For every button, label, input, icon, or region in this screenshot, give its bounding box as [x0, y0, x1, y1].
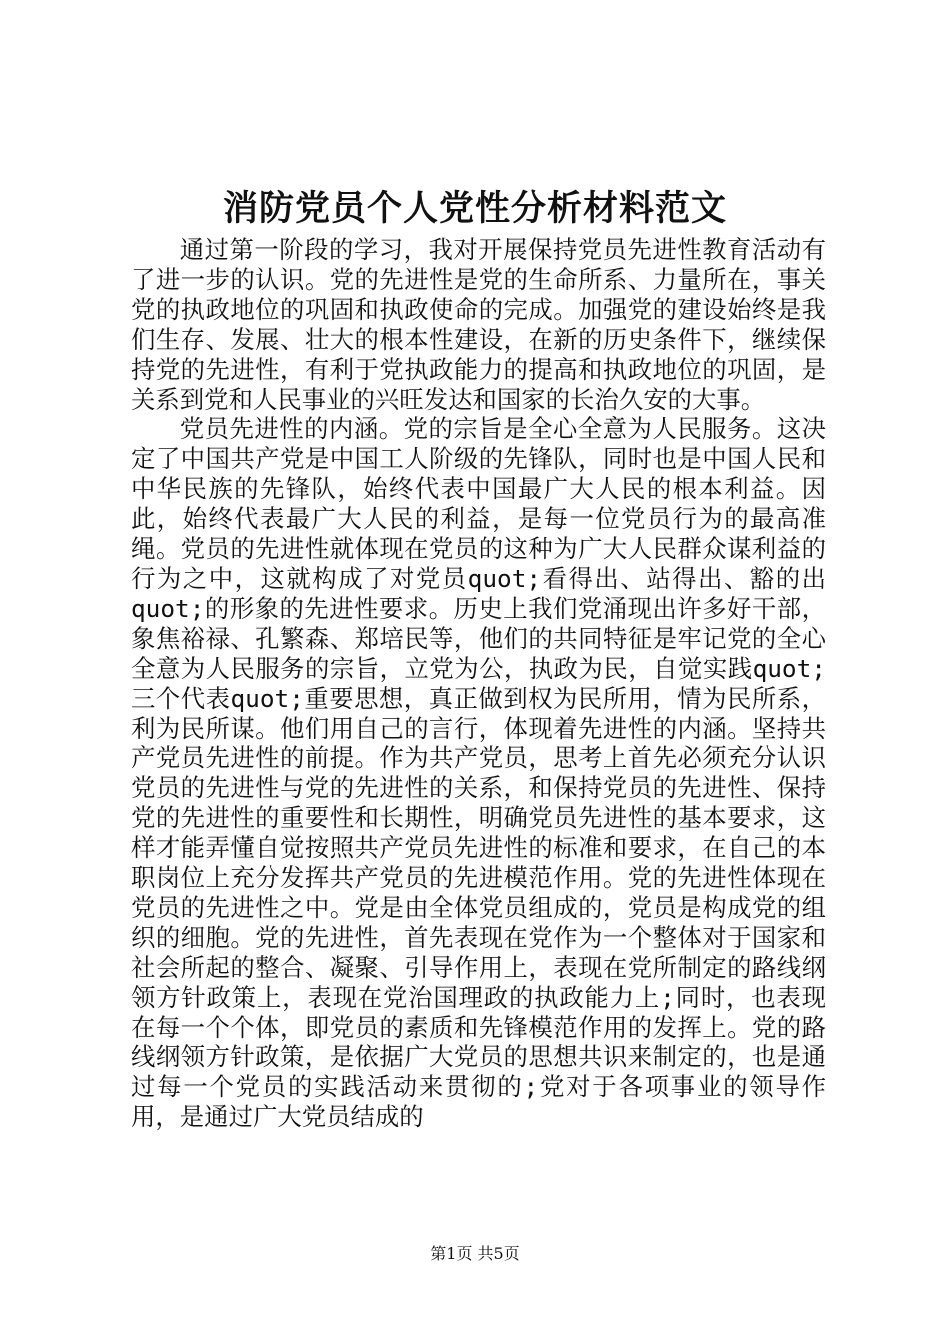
document-title: 消防党员个人党性分析材料范文	[222, 188, 727, 229]
document-body	[131, 235, 826, 1132]
paragraph-intro: 通过第一阶段的学习，我对开展保持党员先进性教育活动有了进一步的认识。党的先进性是党的生命所系、力量所在，事关党的执政地位的巩固和执政使命的完成。加强党的建设始终是我们生存、发展、壮大的根本性建设，在新的历史条件下，继续保持党的先进性，有利于党执政能力的提高和执政地位的巩固，是关系到党和人民事业的兴旺发达和国家的长治久安的大事。	[131, 235, 826, 414]
page-number: 第1页 共5页	[430, 1244, 520, 1263]
paragraph-connotation: 党员先进性的内涵。党的宗旨是全心全意为人民服务。这决定了中国共产党是中国工人阶级的先锋队，同时也是中国人民和中华民族的先锋队，始终代表中国最广大人民的根本利益。因此，始终代表最广大人民的利益，是每一位党员行为的最高准绳。党员的先进性就体现在党员的这种为广大人民群众谋利益的行为之中，这就构成了对党员quot;看得出、站得出、豁的出quot;的形象的先进性要求。历史上我们党涌现出许多好干部，象焦裕禄、孔繁森、郑培民等，他们的共同特征是牢记党的全心全意为人民服务的宗旨，立党为公，执政为民，自觉实践quot;三个代表quot;重要思想，真正做到权为民所用，情为民所系，利为民所谋。他们用自己的言行，体现着先进性的内涵。坚持共产党员先进性的前提。作为共产党员，思考上首先必须充分认识党员的先进性与党的先进性的关系，和保持党员的先进性、保持党的先进性的重要性和长期性，明确党员先进性的基本要求，这样才能弄懂自觉按照共产党员先进性的标准和要求，在自己的本职岗位上充分发挥共产党员的先进模范作用。党的先进性体现在党员的先进性之中。党是由全体党员组成的，党员是构成党的组织的细胞。党的先进性，首先表现在党作为一个整体对于国家和社会所起的整合、凝聚、引导作用上，表现在党所制定的路线纲领方针政策上，表现在党治国理政的执政能力上;同时，也表现在每一个个体，即党员的素质和先锋模范作用的发挥上。党的路线纲领方针政策，是依据广大党员的思想共识来制定的，也是通过每一个党员的实践活动来贯彻的;党对于各项事业的领导作用，是通过广大党员结成的	[131, 414, 826, 1132]
page-footer	[0, 1243, 950, 1265]
